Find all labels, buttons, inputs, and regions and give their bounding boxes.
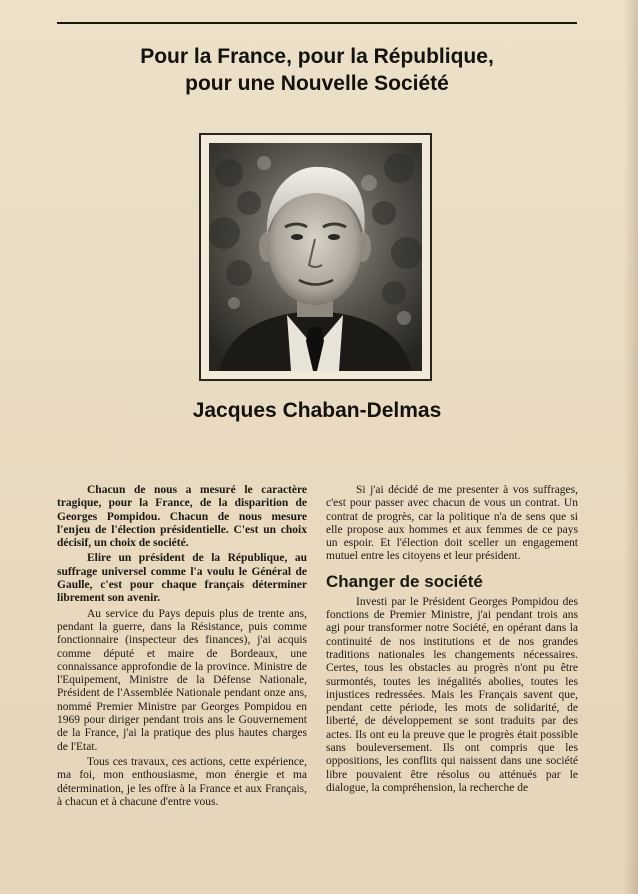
right-column: [326, 484, 578, 797]
portrait-frame: [199, 133, 432, 381]
paragraph-offer: Tous ces travaux, ces actions, cette expérience, ma foi, mon enthousiasme, mon énergie et ma détermination, je les offre à la France et aux Français, à chacun et à chacune d'entre vous.: [57, 755, 307, 808]
headline-line-1: Pour la France, pour la République,: [140, 45, 494, 68]
paragraph-contract: Si j'ai décidé de me presenter à vos suffrages, c'est pour passer avec chacun de vous un contrat. Un contrat de progrès, car la politique n'a de sens que si elle propose aux hommes et aux femmes de ce pays un espoir. Et l'élection doit sceller un engagement mutuel entre les citoyens et leur président.: [326, 484, 578, 563]
candidate-name: Jacques Chaban-Delmas: [192, 399, 442, 422]
paragraph-intro: Chacun de nous a mesuré le caractère tragique, pour la France, de la disparition de Georges Pompidou. Chacun de nous mesure l'enjeu de l'élection présidentielle. C'est un choix décisif, un choix de société.: [57, 484, 307, 550]
paragraph-election: Elire un président de la République, au suffrage universel comme l'a voulu le Général de Gaulle, c'est pour chaque français déterminer librement son avenir.: [57, 552, 307, 605]
top-rule: [57, 22, 577, 24]
page-edge-shadow: [624, 0, 638, 894]
paragraph-career: Au service du Pays depuis plus de trente ans, pendant la guerre, dans la Résistance, puis comme fonctionnaire (inspecteur des finances), j'ai acquis comme député et maire de Bordeaux, une connaissance approfondie de la province. Ministre de l'Equipement, Ministre de la Défense Nationale, Président de l'Assemblée Nationale pendant onze ans, nommé Premier Ministre par Georges Pompidou en 1969 pour diriger pendant trois ans le Gouvernement de la France, j'ai la pratique des plus hautes charges de l'Etat.: [57, 607, 307, 753]
portrait-illustration: [209, 143, 422, 371]
paragraph-changer-societe: Investi par le Président Georges Pompidou des fonctions de Premier Ministre, j'ai pendant trois ans agi pour transformer notre Société, en opérant dans la continuité de nos institutions et de nos grandes traditions nationales les changements nécessaires. Certes, tous les obstacles au progrès n'ont pu être surmontés, toutes les inégalités abolies, toutes les injustices redressées. Mais les Français savent que, pendant cette période, les mots de solidarité, de liberté, de développement se sont traduits par des actes. Ils ont eu la preuve que le progrès était possible sans bouleversement. Ils ont compris que les oppositions, les conflits qui naissent dans une société libre pouvaient être résolus ou atténués par le dialogue, la compréhension, la recherche de: [326, 595, 578, 794]
left-column: [57, 484, 307, 811]
headline-line-2: pour une Nouvelle Société: [185, 72, 449, 95]
section-heading: Changer de société: [326, 571, 483, 591]
portrait-photo: [209, 143, 422, 371]
